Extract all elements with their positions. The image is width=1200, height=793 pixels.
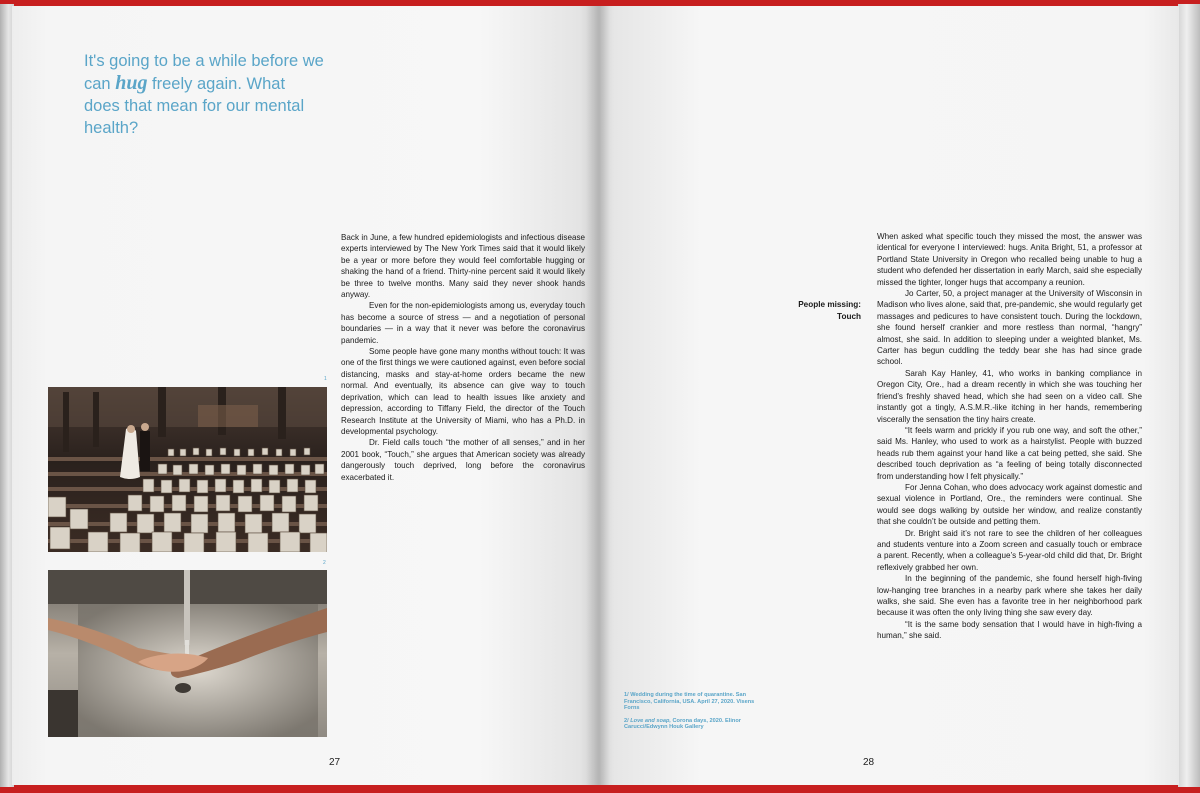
page-number-right: 28 bbox=[863, 757, 875, 768]
headline bbox=[84, 50, 324, 139]
headline-emphasis: hug bbox=[115, 72, 148, 94]
photo-wedding-church bbox=[48, 387, 327, 552]
caption-1 bbox=[624, 692, 764, 712]
paragraph: Dr. Bright said it’s not rare to see the children of her colleagues and students venture into a Zoom screen and casually touch or embrace a parent. Recently, when a colleague’s 5-year-old child did that, Dr. Bright reflexively grabbed her own. bbox=[877, 528, 1142, 572]
paragraph: In the beginning of the pandemic, she found herself high-fiving low-hanging tree branches in a nearby park where she takes her daily walks, she said. She even has a favorite tree in her neighborhood park because it was often the only living thing she saw every day. bbox=[877, 574, 1142, 618]
wedding-church-illustration bbox=[48, 387, 327, 552]
book-page-edges-right bbox=[1178, 4, 1200, 787]
paragraph: When asked what specific touch they missed the most, the answer was identical for everyone I interviewed: hugs. Anita Bright, 51, a professor at Portland State University in Oregon who recalled being unable to hug a student who defended her dissertation in early March, said she especially missed the tighter, longer hugs that accompany a reunion. bbox=[877, 232, 1142, 287]
paragraph: Some people have gone many months without touch: It was one of the first things we were cautioned against, even before social distancing, masks and stay-at-home orders became the new normal. And eventually, its absence can give way to touch deprivation, which can lead to health issues like anxiety and depression, according to Tiffany Field, the director of the Touch Research Institute at the University of Miami, who has a Ph.D. in developmental psychology. bbox=[341, 347, 585, 436]
caption-1-text: Wedding during the time of quarantine. San Francisco, California, USA. April 27, 2020. Visens Forns bbox=[624, 692, 755, 712]
paragraph: Dr. Field calls touch “the mother of all senses,” and in her 2001 book, “Touch,” she argues that American society was already dangerously touch deprived, long before the coronavirus exacerbated it. bbox=[341, 438, 585, 482]
subhead bbox=[798, 299, 861, 323]
figure-number-2: 2 bbox=[323, 560, 326, 566]
paragraph: For Jenna Cohan, who does advocacy work against domestic and sexual violence in Portland, Ore., the reminders were continual. She would see dogs walking by outside her window, and realize constantly that she couldn’t be outside and petting them. bbox=[877, 482, 1142, 527]
right-page bbox=[597, 6, 1179, 785]
caption-2-number: 2/ bbox=[624, 717, 629, 724]
headline-part2: freely again. What does that mean for our mental health? bbox=[84, 75, 305, 137]
left-body-column bbox=[341, 232, 585, 483]
caption-2-italic: Love and soap, bbox=[630, 717, 671, 724]
subhead-line-1: People missing: bbox=[798, 300, 861, 309]
paragraph: “It is the same body sensation that I would have in high-fiving a human,” she said. bbox=[877, 619, 1142, 641]
caption-2-text: Corona days, 2020. Elinor Carucci/Edwynn Houk Gallery bbox=[624, 717, 741, 731]
subhead-line-2: Touch bbox=[837, 312, 861, 321]
paragraph: Even for the non-epidemiologists among us, everyday touch has become a source of stress — and a negotiation of personal boundaries — in a way that it never was before the coronavirus pandemic. bbox=[341, 301, 585, 345]
hands-washing-illustration bbox=[48, 570, 327, 737]
book-gutter-shadow bbox=[586, 6, 610, 785]
paragraph: Jo Carter, 50, a project manager at the University of Wisconsin in Madison who lives alone, said that, pre-pandemic, she would regularly get massages and pedicures to have consistent touch. During the lockdown, she found herself crankier and more restless than normal, “hangry” almost, she said. In addition to sleeping under a weighted blanket, Ms. Carter has begun cuddling the teddy bear she has had since grade school. bbox=[877, 289, 1142, 367]
right-body-column bbox=[877, 231, 1142, 642]
paragraph: Sarah Kay Hanley, 41, who works in banking compliance in Oregon City, Ore., had a dream recently in which she was touching her friend’s freshly shaved head, which she had seen on a video call. She instantly got a tingly, A.S.M.R.-like itching in her hands, remembering viscerally the sensation the tiny hairs create. bbox=[877, 368, 1142, 424]
page-number-left: 27 bbox=[329, 757, 341, 768]
caption-1-number: 1/ bbox=[624, 692, 629, 698]
headline-part1: It's going to be a while before we can bbox=[84, 52, 324, 93]
photo-hands-washing bbox=[48, 570, 327, 737]
paragraph: “It feels warm and prickly if you rub one way, and soft the other,” said Ms. Hanley, who used to work as a hairstylist. People with buzzed heads rub them against your hand like a cat being petted, she said. She described touch deprivation as “a feeling of being totally disconnected from understanding how I felt physically.” bbox=[877, 425, 1142, 481]
left-page bbox=[12, 6, 597, 785]
caption-2 bbox=[624, 718, 764, 731]
paragraph: Back in June, a few hundred epidemiologists and infectious disease experts interviewed by The New York Times said that it would likely be a year or more before they would feel comfortable hugging or shaking the hand of a friend. Thirty-nine percent said it would likely be three to twelve months. Many said they never shook hands anyway. bbox=[341, 233, 585, 300]
photo-captions bbox=[624, 692, 764, 737]
figure-number-1: 1 bbox=[324, 376, 327, 382]
